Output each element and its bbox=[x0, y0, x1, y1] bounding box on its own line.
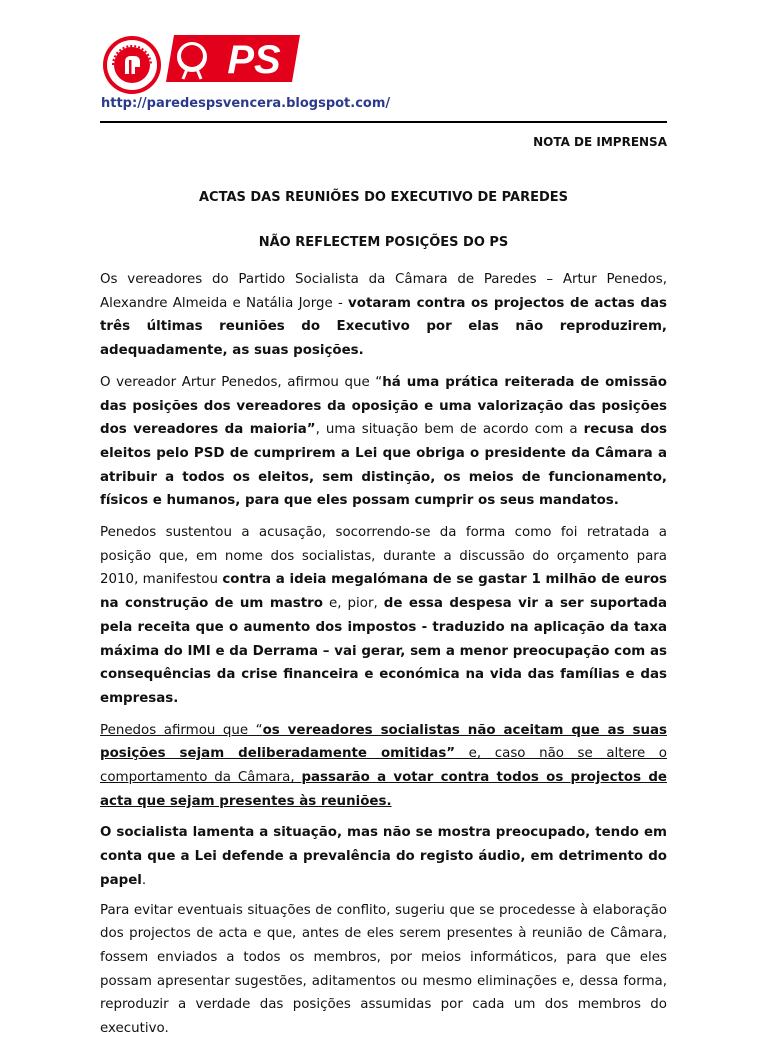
text-run: votaram contra os projectos de actas das três últimas reuniões do Executivo por elas não reproduzirem, adequadamente, as suas posições. bbox=[100, 295, 667, 359]
text-run: passarão a votar contra todos os projectos de acta que sejam presentes às reuniões. bbox=[100, 770, 667, 809]
blog-link[interactable]: http://paredespsvencera.blogspot.com/ bbox=[101, 96, 391, 111]
text-run: os vereadores socialistas não aceitam que as suas posições sejam deliberadamente omitidas” bbox=[100, 722, 667, 762]
ps-brand-logo bbox=[166, 35, 300, 82]
text-run: e, pior, bbox=[323, 596, 384, 612]
headline: ACTAS DAS REUNIÕES DO EXECUTIVO DE PAREDES bbox=[198, 190, 568, 205]
text-run: há uma prática reiterada de omissão das posições dos vereadores da oposição e uma valorização das posições dos vereadores da maioria” bbox=[100, 374, 667, 438]
text-run: contra a ideia megalómana de se gastar 1 milhão de euros na construção de um mastro bbox=[100, 572, 667, 612]
text-run: Penedos afirmou que “ bbox=[100, 722, 263, 738]
text-run: e, caso não se altere o comportamento da Câmara, bbox=[100, 746, 667, 786]
paragraph-3 bbox=[100, 521, 667, 711]
text-run: Penedos sustentou a acusação, socorrendo-se da forma como foi retratada a posição que, em nome dos socialistas, durante a discussão do orçamento para 2010, manifestou bbox=[100, 525, 667, 588]
text-run: O socialista lamenta a situação, mas não se mostra preocupado, tendo em conta que a Lei defende a prevalência do registo áudio, em detrimento do papel bbox=[100, 825, 667, 888]
text-run: . bbox=[141, 872, 147, 888]
header-divider bbox=[100, 121, 667, 123]
text-run: de essa despesa vir a ser suportada pela receita que o aumento dos impostos - traduzido na aplicação da taxa máxima do IMI e da Derrama – vai gerar, sem a menor preocupação com as consequências da crise financeira e económica na vida das famílias e das empresas. bbox=[100, 596, 667, 706]
paragraph-2 bbox=[100, 371, 667, 513]
text-run: O vereador Artur Penedos, afirmou que “ bbox=[100, 374, 383, 390]
subheadline: NÃO REFLECTEM POSIÇÕES DO PS bbox=[258, 235, 509, 250]
paragraph-1 bbox=[100, 268, 667, 363]
text-run: recusa dos eleitos pelo PSD de cumprirem a Lei que obriga o presidente da Câmara a atribuir a todos os eleitos, sem distinção, os meios de funcionamento, físicos e humanos, para que eles possam cumprir os seus mandatos. bbox=[100, 422, 667, 509]
paragraph-5 bbox=[100, 821, 667, 892]
text-run: , uma situação bem de acordo com a bbox=[315, 422, 584, 438]
press-note-label: NOTA DE IMPRENSA bbox=[533, 135, 667, 149]
text-run: Para evitar eventuais situações de conflito, sugeriu que se procedesse à elaboração dos projectos de acta e que, antes de eles serem presentes à reunião de Câmara, fossem enviados a todos os membros, por meios informáticos, para que eles possam apresentar sugestões, aditamentos ou mesmo eliminações e, dessa forma, reproduzir a verdade das posições assumidas por cada um dos membros do executivo. bbox=[100, 902, 667, 1037]
text-run: Os vereadores do Partido Socialista da Câmara de Paredes – Artur Penedos, Alexandre Almeida e Natália Jorge - bbox=[100, 272, 667, 311]
paragraph-4 bbox=[100, 719, 667, 814]
article-body bbox=[100, 268, 667, 1049]
paragraph-6 bbox=[100, 899, 667, 1041]
brand-text: PS bbox=[227, 38, 281, 82]
party-seal-logo bbox=[101, 34, 163, 96]
